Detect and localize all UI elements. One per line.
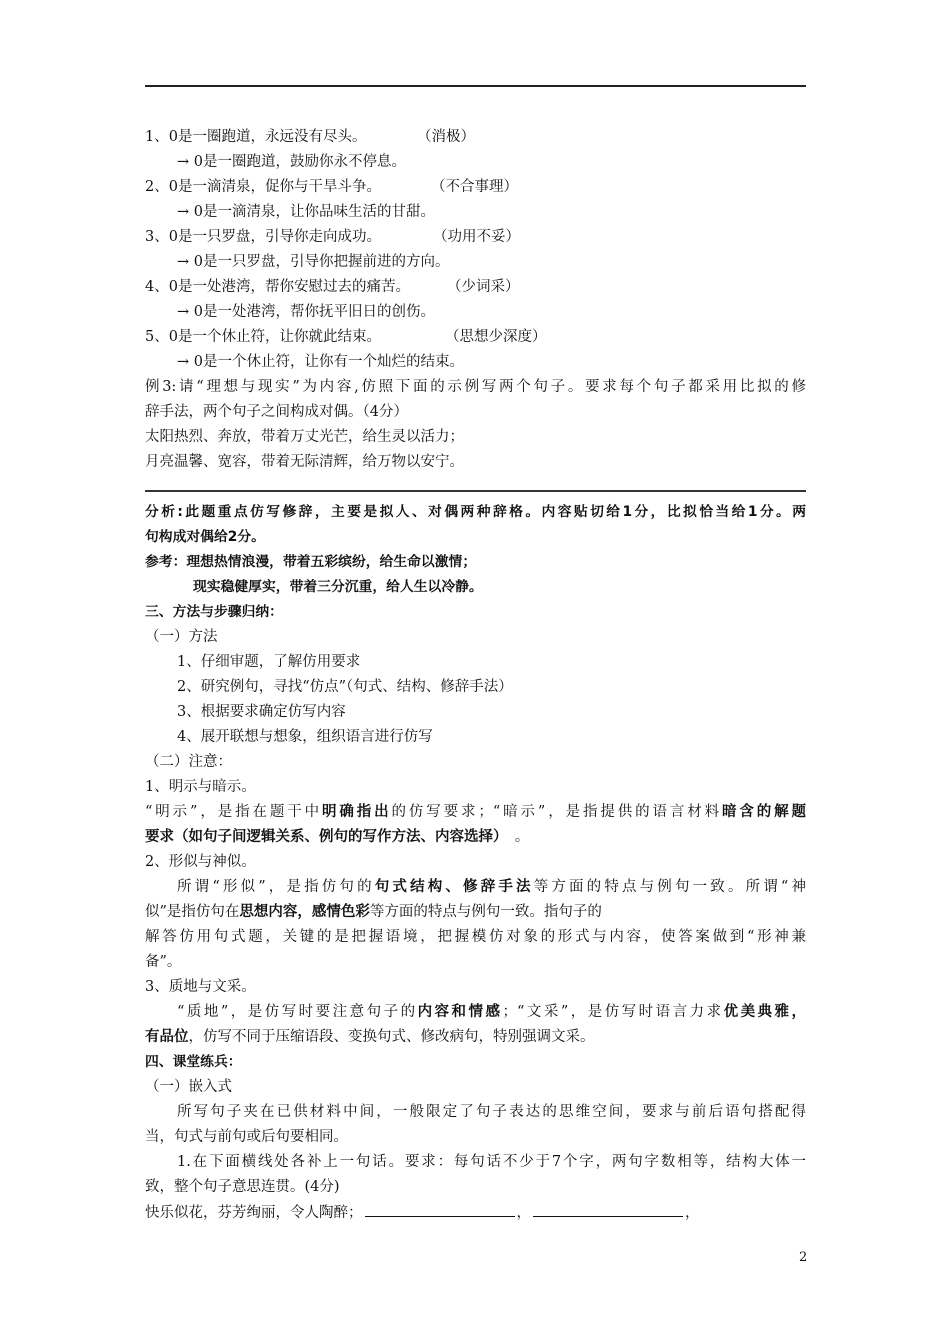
text-run: 的仿写要求；“暗示”，是指提供的语言材料: [391, 804, 722, 820]
note-1-line2: [145, 828, 806, 846]
text-run: ；“文采”，是仿写时语言力求: [502, 1004, 724, 1020]
note-3-line1: [177, 1003, 806, 1021]
item-tag: （不合事理）: [431, 179, 518, 195]
question-1-line3: [145, 1203, 806, 1222]
method-2: 2、研究例句，寻找“仿点”（句式、结构、修辞手法）: [177, 679, 513, 695]
method-1: 1、仔细审题，了解仿用要求: [177, 654, 361, 670]
text-run: 等方面的特点与例句一致。指句子的: [369, 904, 602, 920]
item-tag: （消极）: [417, 129, 475, 145]
bold-run: 思想内容，感情色彩: [239, 904, 370, 920]
analysis-line2: 句构成对偶给2分。: [145, 529, 265, 545]
example3-line3: 太阳热烈、奔放，带着万丈光芒，给生灵以活力；: [145, 429, 464, 445]
page-number: 2: [799, 1250, 808, 1265]
text-run: 。: [500, 829, 530, 845]
item-text: 2、0是一滴清泉，促你与干旱斗争。: [145, 179, 381, 195]
method-4: 4、展开联想与想象，组织语言进行仿写: [177, 729, 433, 745]
separator: ，: [685, 1205, 700, 1221]
section3-title: 三、方法与步骤归纳：: [145, 604, 283, 620]
example3-line4: 月亮温馨、宽容，带着无际清辉，给万物以安宁。: [145, 454, 464, 470]
section3-sub1: （一）方法: [145, 629, 218, 645]
section4-sub1: （一）嵌入式: [145, 1079, 232, 1095]
note-2-line3: 解答仿用句式题，关键的是把握语境，把握模仿对象的形式与内容，使答案做到“形神兼: [145, 929, 806, 945]
item-tag: （少词采）: [447, 279, 520, 295]
example3-line2: 辞手法，两个句子之间构成对偶。（4分）: [145, 404, 408, 420]
item-text: → 0是一圈跑道，鼓励你永不停息。: [177, 154, 406, 170]
method-3: 3、根据要求确定仿写内容: [177, 704, 346, 720]
prompt-text: 快乐似花，芬芳绚丽，令人陶醉；: [145, 1205, 363, 1221]
text-run: “质地”，是仿写时要注意句子的: [177, 1004, 418, 1020]
item-text: 5、0是一个休止符，让你就此结束。: [145, 329, 381, 345]
answer-blank-2[interactable]: [533, 1203, 683, 1217]
text-run: “明示”，是指在题干中: [145, 804, 322, 820]
item-text: → 0是一只罗盘，引导你把握前进的方向。: [177, 254, 450, 270]
list-item: [145, 253, 838, 271]
item-text: → 0是一滴清泉，让你品味生活的甘甜。: [177, 204, 435, 220]
item-text: → 0是一处港湾，帮你抚平旧日的创伤。: [177, 304, 435, 320]
reference-line1: [145, 553, 806, 571]
section4-title: 四、课堂练兵：: [145, 1054, 242, 1070]
text-run: 等方面的特点与例句一致。所谓“神: [533, 879, 806, 895]
question-1-line1: 1.在下面横线处各补上一句话。要求：每句话不少于7个字，两句字数相等，结构大体一: [177, 1154, 806, 1170]
item-text: → 0是一个休止符，让你有一个灿烂的结束。: [177, 354, 464, 370]
section3-sub2: （二）注意：: [145, 754, 232, 770]
item-text: 4、0是一处港湾，帮你安慰过去的痛苦。: [145, 279, 410, 295]
answer-blank-1[interactable]: [365, 1203, 515, 1217]
section4-para1: 所写句子夹在已供材料中间，一般限定了句子表达的思维空间，要求与前后语句搭配得: [177, 1104, 806, 1120]
item-text: 1、0是一圈跑道，永远没有尽头。: [145, 129, 367, 145]
bold-run: 优美典雅，: [723, 1004, 807, 1020]
text-run: 似”是指仿句在: [145, 904, 240, 920]
example3-line1: 例3:请“理想与现实”为内容,仿照下面的示例写两个句子。要求每个句子都采用比拟的修: [145, 379, 806, 395]
reference-line2: 现实稳健厚实，带着三分沉重，给人生以冷静。: [193, 579, 483, 595]
note-2-line2: [145, 903, 806, 921]
list-item: [145, 153, 838, 171]
question-1-line2: 致，整个句子意思连贯。(4分): [145, 1179, 340, 1195]
bold-run: 明确指出: [321, 804, 392, 820]
list-item: [145, 178, 806, 196]
bold-run: 内容和情感: [417, 1004, 503, 1020]
section-rule: [145, 490, 806, 492]
list-item: [145, 203, 838, 221]
bold-run: 暗含的解题: [722, 804, 807, 820]
text-run: ，仿写不同于压缩语段、变换句式、修改病句，特别强调文采。: [188, 1029, 595, 1045]
list-item: [145, 278, 806, 296]
section4-para2: 当，句式与前句或后句要相同。: [145, 1129, 348, 1145]
list-item: [145, 128, 806, 146]
list-item: [145, 328, 806, 346]
item-tag: （功用不妥）: [433, 229, 520, 245]
note-3-line2: [145, 1028, 806, 1046]
separator: ，: [516, 1205, 531, 1221]
item-text: 3、0是一只罗盘，引导你走向成功。: [145, 229, 381, 245]
reference-label: 参考：: [145, 554, 187, 570]
list-item: [145, 353, 838, 371]
item-tag: （思想少深度）: [445, 329, 547, 345]
list-item: [145, 228, 806, 246]
note-1-title: 1、明示与暗示。: [145, 779, 256, 795]
header-rule: [145, 85, 806, 87]
list-item: [145, 303, 838, 321]
note-2-title: 2、形似与神似。: [145, 854, 256, 870]
note-2-line1: [177, 878, 806, 896]
text-run: 所谓“形似”，是指仿句的: [177, 879, 375, 895]
note-3-title: 3、质地与文采。: [145, 979, 256, 995]
note-1-line1: [145, 803, 806, 821]
bold-run: 句式结构、修辞手法: [374, 879, 534, 895]
note-2-line4: 备”。: [145, 954, 182, 970]
bold-run: 有品位: [145, 1029, 189, 1045]
reference-text: 理想热情浪漫，带着五彩缤纷，给生命以激情；: [186, 554, 477, 570]
bold-run: 要求（如句子间逻辑关系、例句的写作方法、内容选择）: [145, 829, 501, 845]
analysis-line1: 分析:此题重点仿写修辞，主要是拟人、对偶两种辞格。内容贴切给1分，比拟恰当给1分。两: [145, 504, 806, 520]
